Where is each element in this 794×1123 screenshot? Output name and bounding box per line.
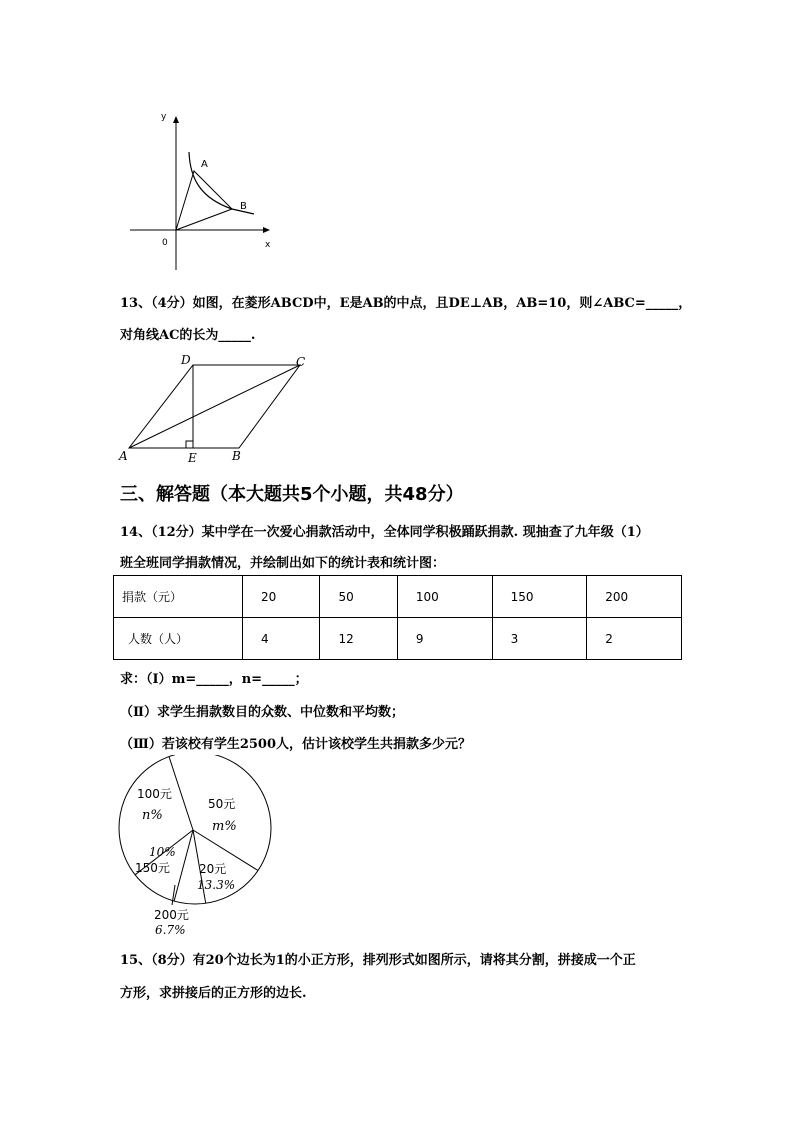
section-title: 三、解答题（本大题共5个小题，共48分）	[120, 484, 464, 505]
q13-line1: 13、（4分）如图，在菱形ABCD中，E是AB的中点，且DE⊥AB，AB=10，则∠ABC=_____，	[120, 296, 692, 311]
pie-slice-boundary	[174, 830, 193, 901]
label-d: D	[181, 353, 191, 367]
y-axis-arrow	[173, 116, 179, 123]
label-c: C	[296, 355, 306, 369]
q15-line1: 15、（8分）有20个边长为1的小正方形，排列形式如图所示，请将其分割，拼接成一个正	[120, 953, 636, 968]
label-200-percent: 6.7%	[155, 923, 186, 937]
label-100-amount: 100元	[137, 787, 172, 801]
q15-line2: 方形，求拼接后的正方形的边长.	[120, 986, 307, 1001]
table-cell: 12	[320, 618, 397, 660]
leader-200	[172, 885, 175, 905]
point-a-label: A	[201, 159, 208, 170]
origin-label: 0	[162, 238, 168, 248]
table-row	[114, 618, 682, 660]
table-header-cell: 捐款（元）	[114, 576, 243, 618]
q14-part2: （Ⅱ）求学生捐款数目的众数、中位数和平均数；	[120, 705, 404, 720]
table-cell: 3	[492, 618, 587, 660]
table-cell: 4	[243, 618, 320, 660]
label-100-percent: n%	[142, 808, 163, 823]
x-axis-arrow	[263, 227, 270, 233]
table-row	[114, 576, 682, 618]
label-a: A	[119, 449, 128, 463]
pie-slice-boundary	[169, 757, 193, 830]
label-b: B	[232, 449, 241, 463]
coordinate-graph	[120, 108, 280, 276]
table-cell: 2	[587, 618, 682, 660]
label-50-percent: m%	[212, 819, 237, 834]
pie-chart	[115, 755, 285, 940]
table-cell: 150	[492, 576, 587, 618]
label-200-amount: 200元	[154, 908, 189, 922]
diagonal-ac	[129, 365, 300, 448]
label-150-amount: 150元	[135, 861, 170, 875]
table-cell: 9	[397, 618, 492, 660]
q14-part3: （Ⅲ）若该校有学生2500人，估计该校学生共捐款多少元？	[120, 737, 472, 752]
q14-part1: 求：（Ⅰ）m=_____，n=_____；	[120, 672, 308, 687]
rhombus-figure	[118, 350, 318, 465]
label-50-amount: 50元	[208, 797, 236, 811]
right-angle-mark	[186, 441, 193, 448]
table-cell: 20	[243, 576, 320, 618]
label-e: E	[188, 451, 197, 465]
point-b-label: B	[240, 201, 247, 212]
table-cell: 50	[320, 576, 397, 618]
axis-x-label: x	[265, 240, 271, 250]
label-20-amount: 20元	[199, 862, 227, 876]
axis-y-label: y	[161, 112, 167, 122]
q14-line2: 班全班同学捐款情况，并绘制出如下的统计表和统计图：	[120, 556, 446, 571]
pie-outline	[119, 755, 271, 904]
q14-line1: 14、（12分）某中学在一次爱心捐款活动中，全体同学积极踊跃捐款. 现抽查了九年级（1）	[120, 525, 649, 540]
label-150-percent: 10%	[149, 845, 176, 859]
label-20-percent: 13.3%	[197, 878, 236, 892]
triangle-oab	[176, 171, 232, 230]
q13-line2: 对角线AC的长为_____.	[120, 328, 256, 343]
table-cell: 200	[587, 576, 682, 618]
table-cell: 100	[397, 576, 492, 618]
table-header-cell: 人数（人）	[114, 618, 243, 660]
donation-table	[113, 575, 682, 660]
